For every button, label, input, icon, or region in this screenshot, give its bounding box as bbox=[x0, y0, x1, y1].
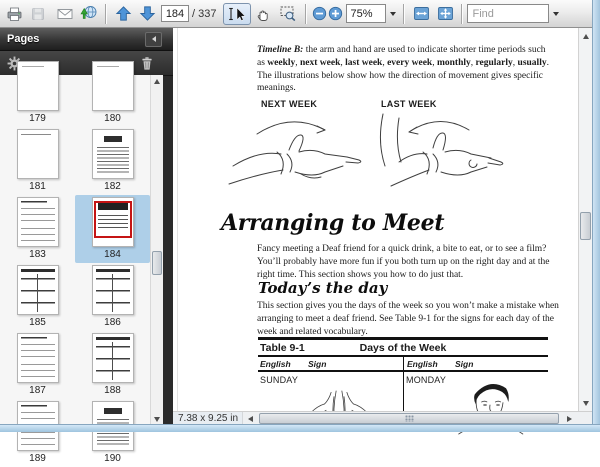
find-caret-button[interactable] bbox=[549, 4, 562, 23]
print-button[interactable] bbox=[2, 3, 26, 25]
doc-scroll-down-button[interactable] bbox=[579, 397, 592, 409]
page-thumbnail-image bbox=[92, 129, 134, 179]
next-page-icon bbox=[139, 5, 156, 22]
page-thumbnail-number: 181 bbox=[29, 181, 46, 193]
zoom-level-value: 75% bbox=[350, 8, 372, 20]
document-vertical-scrollbar[interactable] bbox=[578, 28, 592, 411]
page-thumbnail-number: 190 bbox=[104, 453, 121, 465]
hand-tool-icon bbox=[255, 6, 271, 22]
chevron-down-icon bbox=[553, 12, 559, 16]
save-icon bbox=[30, 6, 46, 22]
find-input[interactable] bbox=[467, 4, 549, 23]
page-edge-shadow bbox=[177, 28, 178, 411]
previous-page-button[interactable] bbox=[111, 3, 135, 25]
window-border-bottom bbox=[0, 424, 600, 432]
doc-scroll-up-button[interactable] bbox=[579, 30, 592, 42]
document-hscrollbar-thumb[interactable] bbox=[259, 413, 559, 424]
thumbnail-list bbox=[0, 75, 150, 425]
subsection-heading: Today’s the day bbox=[258, 279, 387, 297]
thumbnail-grid bbox=[0, 59, 150, 467]
grip-dots-icon bbox=[405, 415, 414, 422]
column-header: Sign bbox=[308, 359, 403, 369]
day-word: MONDAY bbox=[406, 375, 446, 385]
chevron-down-icon bbox=[390, 12, 396, 16]
document-scrollbar-thumb[interactable] bbox=[580, 212, 591, 240]
fit-width-button[interactable] bbox=[409, 3, 433, 25]
table-caption: Days of the Week bbox=[258, 342, 548, 354]
page-thumbnail-number: 186 bbox=[104, 317, 121, 329]
page-thumbnail[interactable] bbox=[75, 127, 150, 195]
page-number-input[interactable] bbox=[161, 5, 189, 22]
last-week-label: LAST WEEK bbox=[381, 99, 437, 109]
pages-panel bbox=[0, 28, 173, 425]
page-thumbnail[interactable] bbox=[0, 195, 75, 263]
page-thumbnail-number: 185 bbox=[29, 317, 46, 329]
arrow-down-icon bbox=[583, 401, 589, 406]
page-thumbnail[interactable] bbox=[0, 263, 75, 331]
section-heading: Arranging to Meet bbox=[221, 210, 444, 236]
document-bottom-bar bbox=[173, 411, 592, 425]
page-thumbnail-number: 189 bbox=[29, 453, 46, 465]
page-thumbnail[interactable] bbox=[75, 59, 150, 127]
pages-panel-title: Pages bbox=[7, 33, 39, 45]
page-thumbnail[interactable] bbox=[75, 331, 150, 399]
page-thumbnail[interactable] bbox=[0, 127, 75, 195]
page-thumbnail-image bbox=[17, 61, 59, 111]
fit-width-icon bbox=[413, 6, 430, 21]
next-week-sign-illustration bbox=[225, 108, 365, 200]
page-thumbnail[interactable] bbox=[0, 331, 75, 399]
page-thumbnail-number: 180 bbox=[104, 113, 121, 125]
page-thumbnail-image bbox=[17, 333, 59, 383]
web-icon bbox=[80, 5, 98, 22]
page-size-status: 7.38 x 9.25 in bbox=[173, 412, 243, 425]
page-thumbnail-image bbox=[92, 265, 134, 315]
email-icon bbox=[56, 6, 74, 22]
column-header: English bbox=[258, 359, 308, 369]
save-button[interactable] bbox=[26, 3, 50, 25]
zoom-out-button[interactable] bbox=[311, 3, 327, 25]
page-thumbnail-image bbox=[17, 197, 59, 247]
sidebar-scrollbar[interactable] bbox=[150, 75, 163, 425]
fit-page-button[interactable] bbox=[433, 3, 457, 25]
select-tool-icon bbox=[227, 6, 247, 22]
document-page[interactable] bbox=[173, 28, 578, 411]
zoom-in-button[interactable] bbox=[327, 3, 343, 25]
table-title-row bbox=[258, 340, 548, 357]
fit-page-icon bbox=[437, 6, 454, 21]
column-header: English bbox=[403, 359, 455, 369]
timeline-paragraph: Timeline B: the arm and hand are used to indicate shorter time periods such as weekly, next week, last week, every week, monthly, regularly, usually. The illustrations below show how the direction of movement gives specific meanings. bbox=[257, 44, 553, 95]
arrow-up-icon bbox=[154, 79, 160, 84]
print-icon bbox=[6, 6, 23, 22]
page-thumbnail-number: 187 bbox=[29, 385, 46, 397]
select-tool-button[interactable] bbox=[223, 3, 251, 25]
page-thumbnail-image bbox=[92, 333, 134, 383]
sidebar-scroll-up-button[interactable] bbox=[151, 75, 163, 87]
zoom-level-caret-button[interactable] bbox=[386, 4, 399, 23]
page-total-label: / 337 bbox=[192, 8, 216, 20]
sidebar-scrollbar-thumb[interactable] bbox=[152, 251, 162, 275]
zoom-in-icon bbox=[328, 6, 343, 21]
page-thumbnail-image bbox=[17, 265, 59, 315]
intro-paragraph: Fancy meeting a Deaf friend for a quick drink, a bite to eat, or to see a film? You’ll probably have more fun if you both turn up on the right day and at the right time. This section shows you how to do just that. bbox=[257, 243, 557, 281]
zoom-out-icon bbox=[312, 6, 327, 21]
visible-region-indicator bbox=[94, 201, 132, 238]
toolbar-separator bbox=[305, 4, 307, 24]
web-button[interactable] bbox=[77, 3, 101, 25]
page-thumbnail-number: 182 bbox=[104, 181, 121, 193]
page-thumbnail[interactable] bbox=[75, 195, 150, 263]
page-thumbnail-number: 184 bbox=[104, 249, 121, 261]
main-toolbar bbox=[0, 0, 593, 28]
arrow-right-icon bbox=[567, 416, 572, 422]
marquee-zoom-button[interactable] bbox=[275, 3, 301, 25]
toolbar-separator bbox=[461, 4, 463, 24]
page-thumbnail[interactable] bbox=[75, 399, 150, 467]
page-thumbnail[interactable] bbox=[75, 263, 150, 331]
page-thumbnail[interactable] bbox=[0, 399, 75, 467]
page-thumbnail-image bbox=[17, 129, 59, 179]
page-thumbnail-number: 183 bbox=[29, 249, 46, 261]
email-button[interactable] bbox=[53, 3, 77, 25]
arrow-up-icon bbox=[583, 34, 589, 39]
toolbar-separator bbox=[403, 4, 405, 24]
column-header: Sign bbox=[455, 359, 473, 369]
next-week-label: NEXT WEEK bbox=[261, 99, 317, 109]
page-thumbnail[interactable] bbox=[0, 59, 75, 127]
prev-page-icon bbox=[115, 5, 132, 22]
page-thumbnail-number: 179 bbox=[29, 113, 46, 125]
page-thumbnail-image bbox=[92, 197, 134, 247]
day-word: SUNDAY bbox=[260, 375, 298, 385]
arrow-left-icon bbox=[248, 416, 253, 422]
table-number: Table 9-1 bbox=[258, 342, 305, 354]
page-thumbnail-number: 188 bbox=[104, 385, 121, 397]
pages-panel-header bbox=[0, 28, 173, 51]
section-paragraph: This section gives you the days of the week so you won’t make a mistake when arranging to meet a deaf friend. See Table 9-1 for the signs for each day of the week and related vocabulary. bbox=[257, 300, 561, 338]
collapse-panel-icon bbox=[152, 36, 156, 42]
window-border-right bbox=[592, 0, 600, 432]
last-week-sign-illustration bbox=[369, 108, 514, 200]
toolbar-separator bbox=[105, 4, 107, 24]
next-page-button[interactable] bbox=[135, 3, 159, 25]
collapse-panel-button[interactable] bbox=[145, 32, 162, 47]
zoom-level-combobox[interactable] bbox=[346, 4, 386, 23]
page-thumbnail-image bbox=[92, 61, 134, 111]
hand-tool-button[interactable] bbox=[251, 3, 275, 25]
arrow-down-icon bbox=[154, 417, 160, 422]
marquee-zoom-icon bbox=[279, 5, 297, 22]
